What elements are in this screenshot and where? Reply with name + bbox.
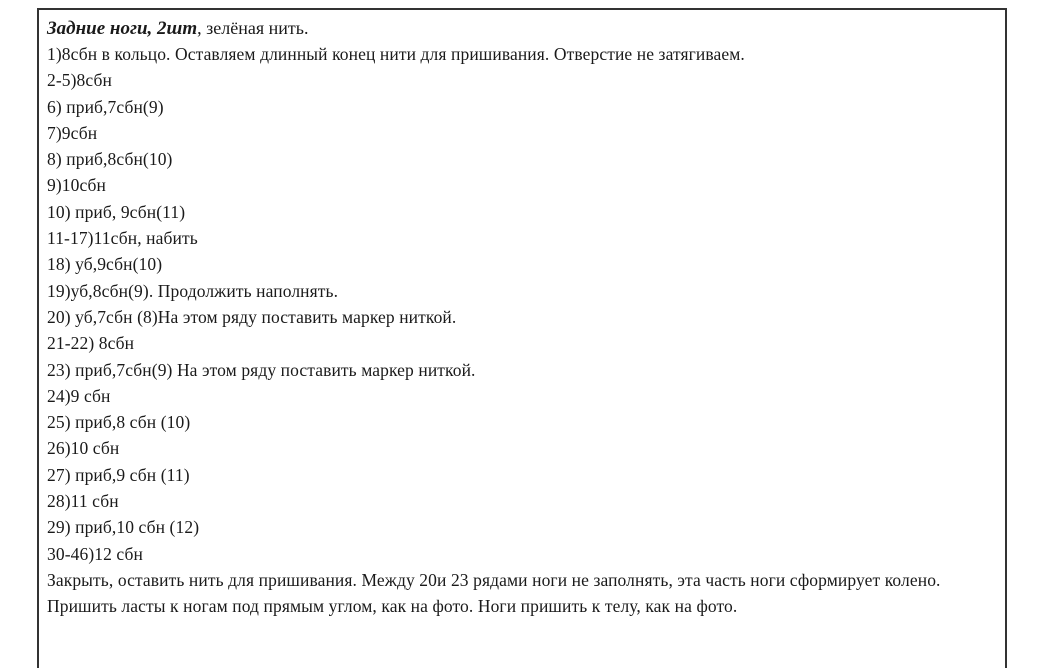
row-line: 20) уб,7сбн (8)На этом ряду поставить маркер ниткой.: [47, 306, 457, 327]
row-line: 1)8сбн в кольцо. Оставляем длинный конец нити для пришивания. Отверстие не затягиваем.: [47, 44, 745, 64]
row-line: 23) приб,7сбн(9) На этом ряду поставить маркер ниткой.: [47, 359, 476, 380]
row-line: 28)11 сбн: [47, 491, 119, 512]
row-line: 25) приб,8 сбн (10): [47, 412, 191, 433]
row-line: 21-22) 8сбн: [47, 333, 135, 354]
heading-rest: , зелёная нить.: [197, 18, 309, 38]
row-line: 26)10 сбн: [47, 438, 120, 459]
row-line: 27) приб,9 сбн (11): [47, 464, 190, 485]
row-line: 30-46)12 сбн: [47, 543, 143, 564]
document-frame: [37, 8, 1007, 668]
row-line: 10) приб, 9сбн(11): [47, 201, 186, 222]
row-line: 18) уб,9сбн(10): [47, 254, 163, 275]
row-line: 2-5)8сбн: [47, 70, 112, 91]
heading-title: Задние ноги, 2шт: [47, 18, 198, 39]
row-line: 6) приб,7сбн(9): [47, 96, 164, 117]
heading: [47, 16, 997, 41]
rows-list: [47, 41, 997, 567]
row-line: 24)9 сбн: [47, 385, 111, 406]
row-line: 9)10сбн: [47, 175, 107, 196]
row-line: 11-17)11сбн, набить: [47, 228, 198, 249]
row-line: 7)9сбн: [47, 122, 98, 143]
row-line: 8) приб,8сбн(10): [47, 149, 173, 170]
row-line: 19)уб,8сбн(9). Продолжить наполнять.: [47, 280, 339, 301]
closing-paragraph: Закрыть, оставить нить для пришивания. Между 20и 23 рядами ноги не заполнять, эта часть ноги сформирует колено. Пришить ласты к ногам под прямым углом, как на фото. Ноги пришить к телу, как на фото.: [47, 569, 941, 617]
row-line: 29) приб,10 сбн (12): [47, 517, 200, 538]
